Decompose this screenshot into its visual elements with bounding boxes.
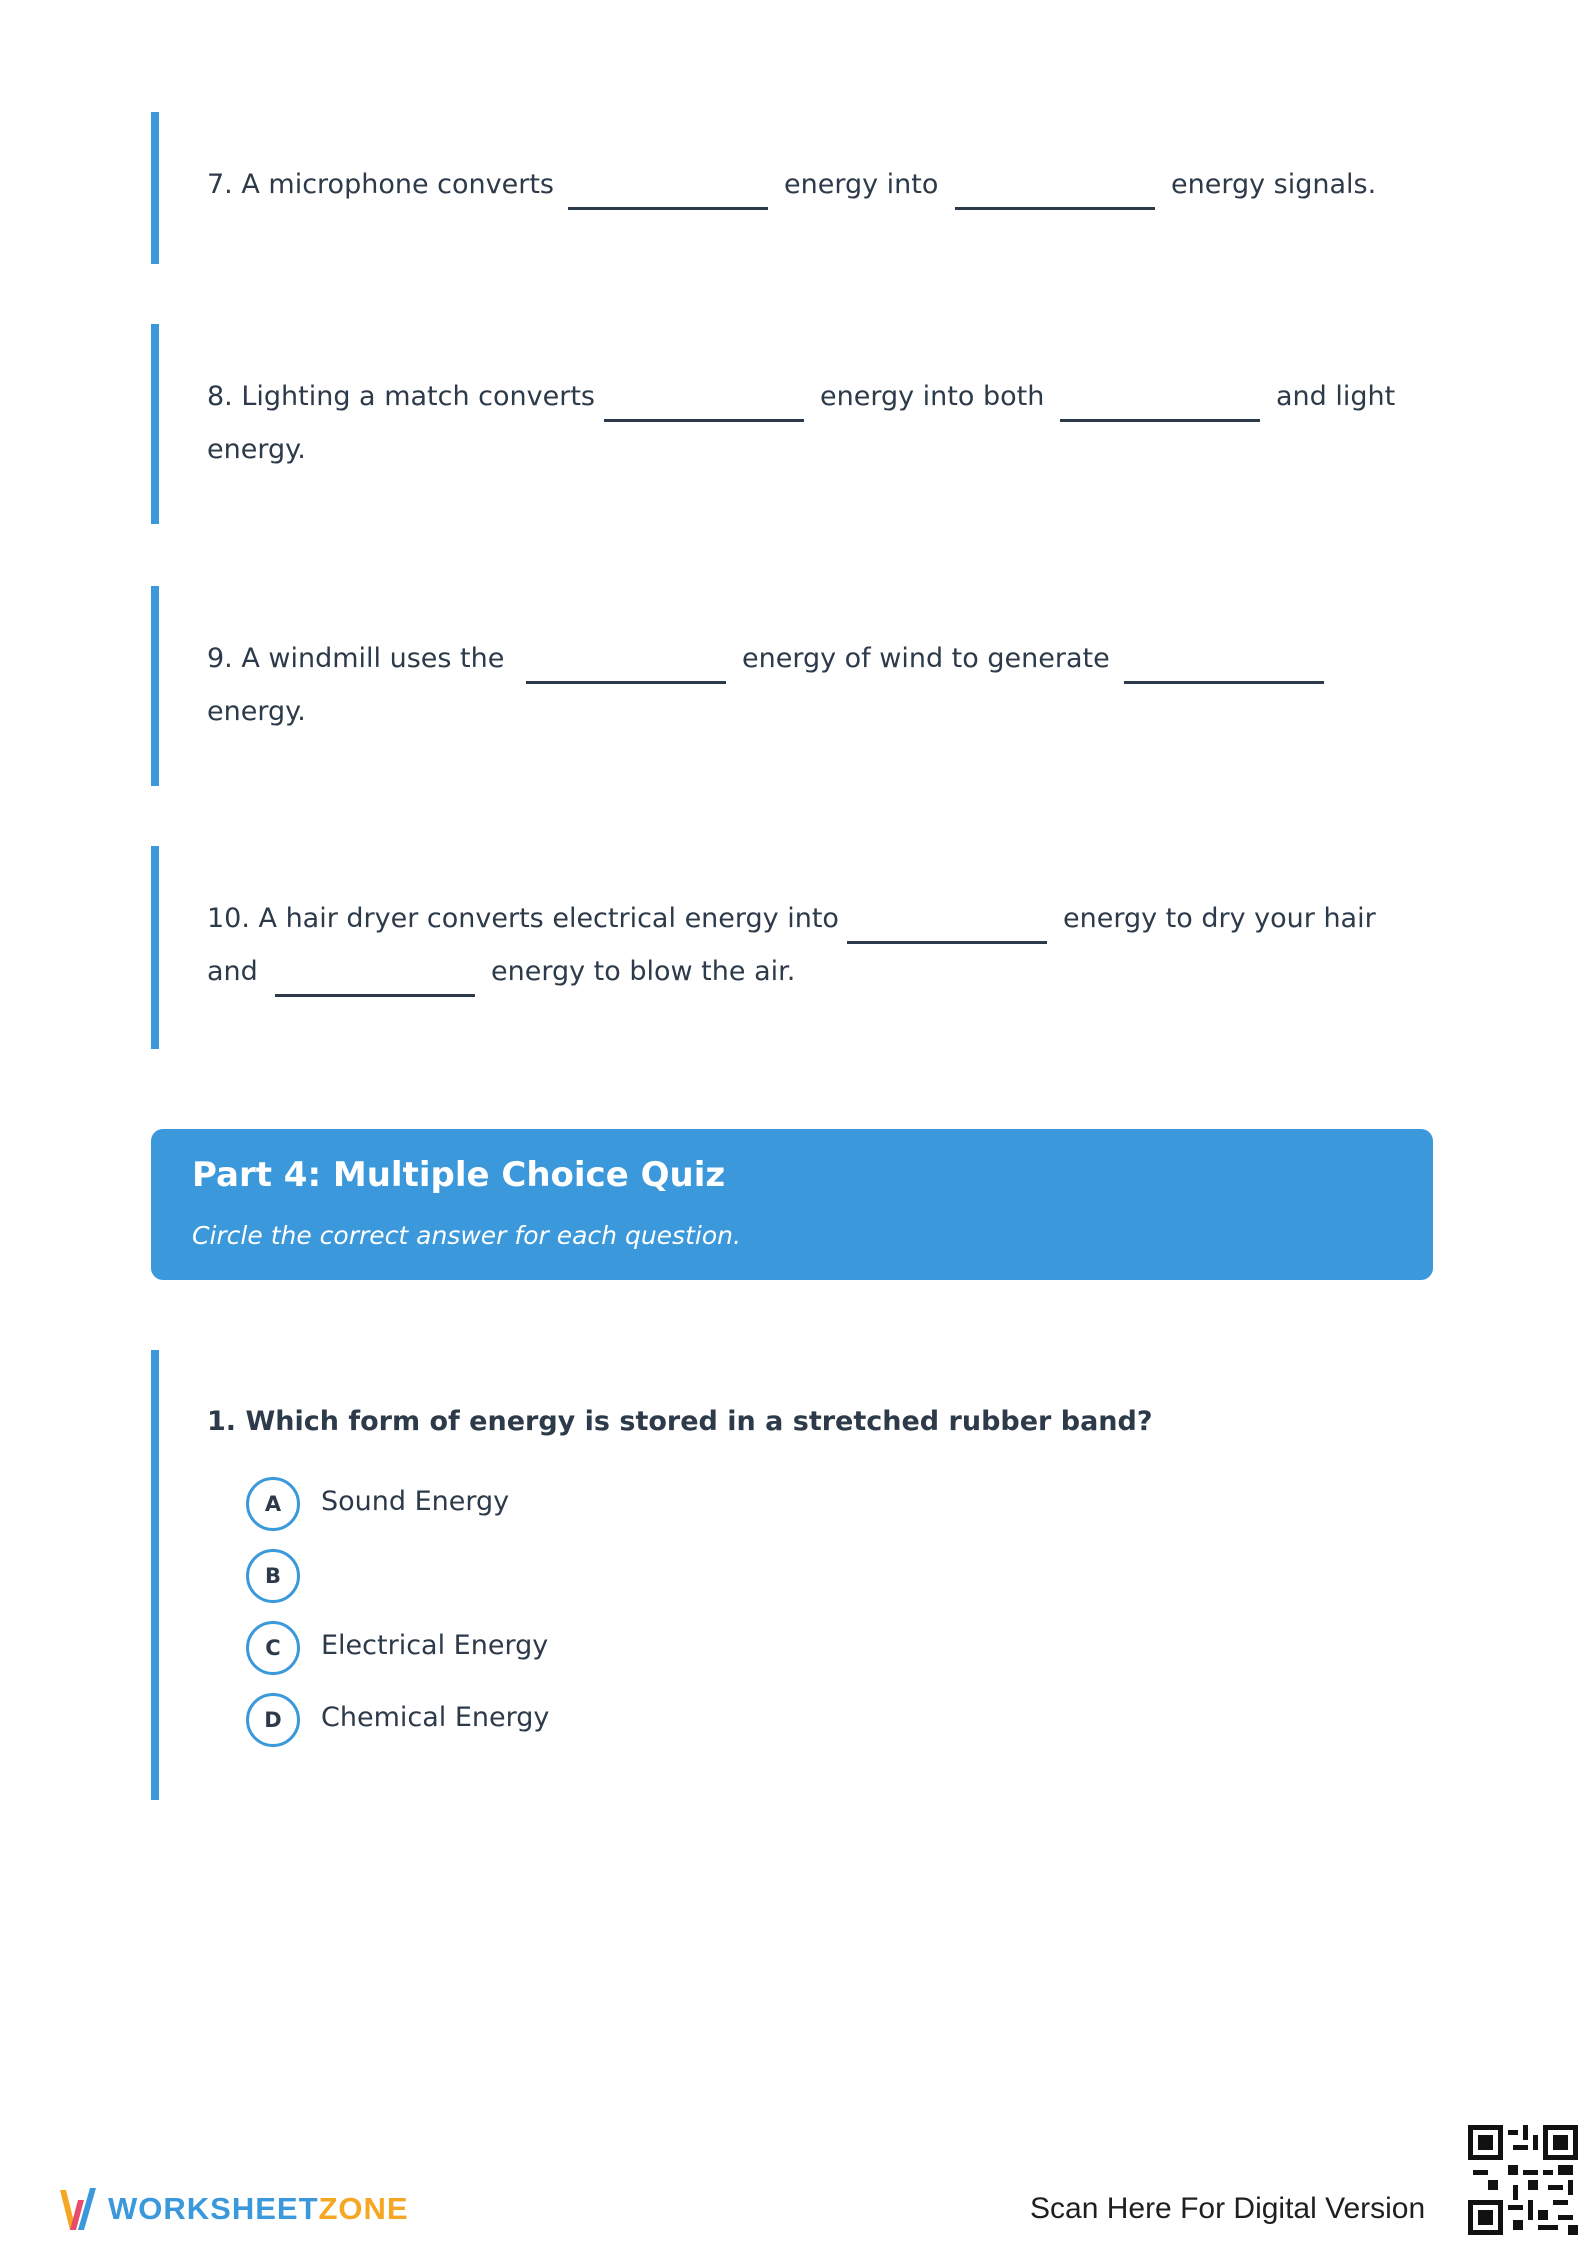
answer-blank[interactable] <box>955 207 1155 210</box>
question-text: and <box>207 956 258 987</box>
answer-blank[interactable] <box>604 419 804 422</box>
question-text: energy. <box>207 434 306 465</box>
answer-blank[interactable] <box>526 681 726 684</box>
option-text: Sound Energy <box>321 1486 510 1517</box>
worksheetzone-logo-icon <box>58 2182 98 2238</box>
answer-blank[interactable] <box>1060 419 1260 422</box>
answer-blank[interactable] <box>275 994 475 997</box>
brand-part1: WORKSHEET <box>108 2191 319 2226</box>
option-letter-circle[interactable]: B <box>246 1549 300 1603</box>
question-text: energy of wind to generate <box>742 643 1110 674</box>
part4-subtitle: Circle the correct answer for each question. <box>192 1221 741 1250</box>
mcq-question-text: 1. Which form of energy is stored in a stretched rubber band? <box>207 1406 1153 1437</box>
answer-blank[interactable] <box>568 207 768 210</box>
question-text: energy to dry your hair <box>1063 903 1376 934</box>
question-7 <box>151 112 1431 264</box>
answer-blank[interactable] <box>847 941 1047 944</box>
question-text: energy into <box>784 169 939 200</box>
option-letter-circle[interactable]: C <box>246 1621 300 1675</box>
question-10 <box>151 846 1431 1049</box>
question-8 <box>151 324 1431 524</box>
qr-code-icon[interactable] <box>1468 2125 1578 2235</box>
part4-banner <box>151 1129 1433 1280</box>
question-text: 8. Lighting a match converts <box>207 381 595 412</box>
question-text: energy signals. <box>1171 169 1377 200</box>
question-text: energy. <box>207 696 306 727</box>
question-9 <box>151 586 1431 786</box>
option-letter-circle[interactable]: D <box>246 1693 300 1747</box>
question-text: 9. A windmill uses the <box>207 643 505 674</box>
question-text: 7. A microphone converts <box>207 169 554 200</box>
question-text: energy into both <box>820 381 1045 412</box>
option-text: Chemical Energy <box>321 1702 550 1733</box>
brand-part2: ZONE <box>318 2191 409 2226</box>
mcq-question-1 <box>151 1350 1431 1800</box>
scan-caption: Scan Here For Digital Version <box>1030 2192 1426 2225</box>
part4-title: Part 4: Multiple Choice Quiz <box>192 1155 726 1195</box>
question-text: 10. A hair dryer converts electrical energy into <box>207 903 839 934</box>
option-letter-circle[interactable]: A <box>246 1477 300 1531</box>
brand-wordmark <box>108 2191 409 2227</box>
answer-blank[interactable] <box>1124 681 1324 684</box>
question-text: and light <box>1276 381 1396 412</box>
option-text: Electrical Energy <box>321 1630 549 1661</box>
question-text: energy to blow the air. <box>491 956 796 987</box>
